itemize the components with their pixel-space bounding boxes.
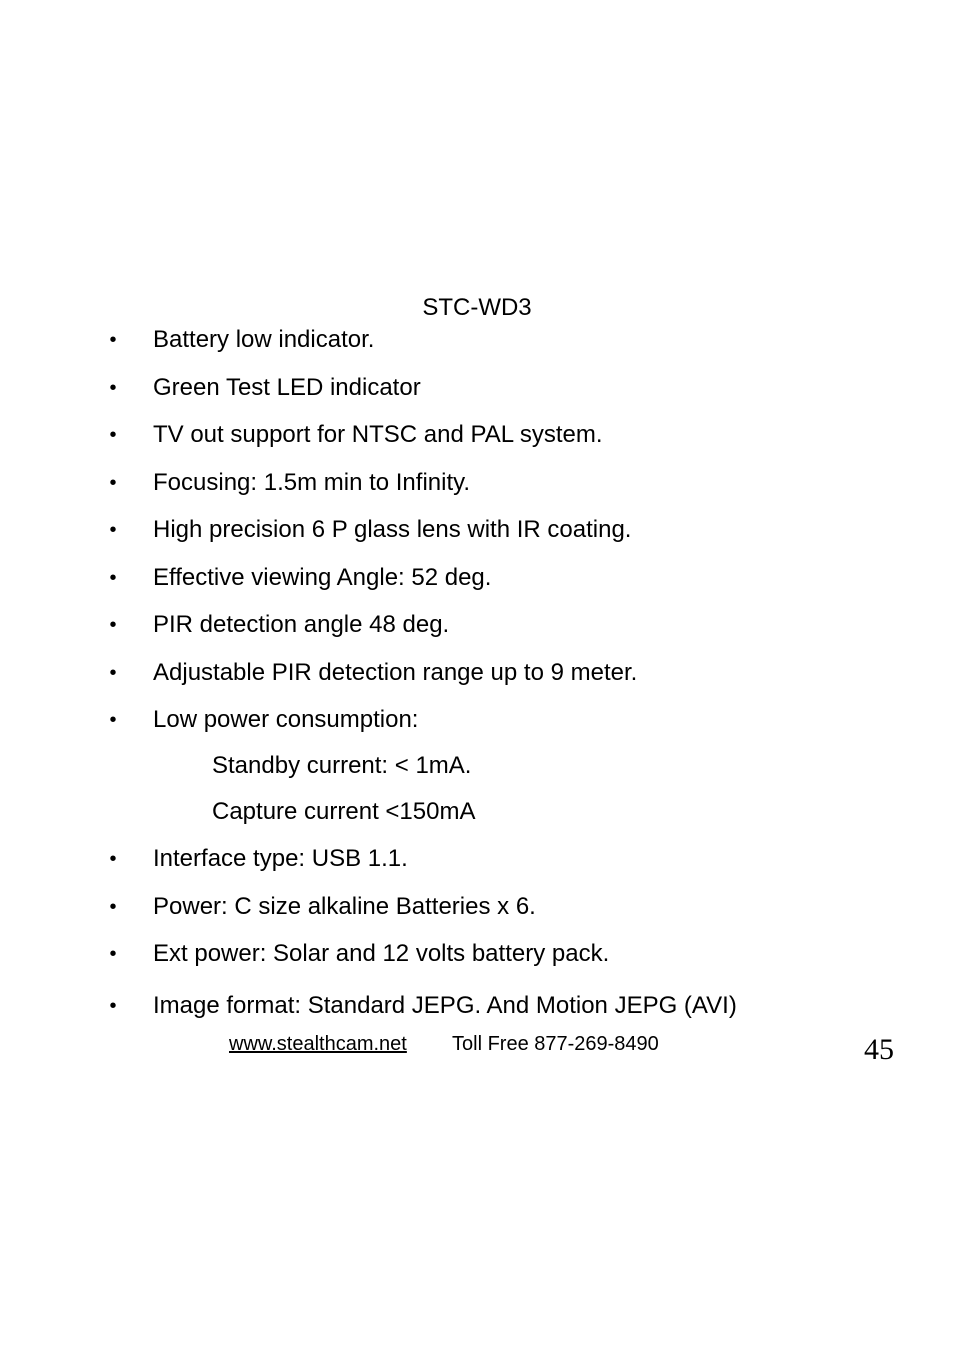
list-item-text: Low power consumption: xyxy=(153,706,419,733)
bullet-icon: • xyxy=(109,995,117,1017)
list-item-text: Power: C size alkaline Batteries x 6. xyxy=(153,893,536,920)
bullet-icon: • xyxy=(109,424,117,446)
bullet-icon: • xyxy=(109,896,117,918)
bullet-icon: • xyxy=(109,329,117,351)
bullet-icon: • xyxy=(109,377,117,399)
website-link[interactable]: www.stealthcam.net xyxy=(229,1033,407,1055)
bullet-icon: • xyxy=(109,567,117,589)
list-item-text: High precision 6 P glass lens with IR coating. xyxy=(153,516,632,543)
list-item-text: Ext power: Solar and 12 volts battery pack. xyxy=(153,940,610,967)
bullet-icon: • xyxy=(109,614,117,636)
list-item-text: Battery low indicator. xyxy=(153,326,375,353)
list-item-text: PIR detection angle 48 deg. xyxy=(153,611,450,638)
list-item-text: Focusing: 1.5m min to Infinity. xyxy=(153,469,471,496)
list-item-text: Adjustable PIR detection range up to 9 meter. xyxy=(153,659,638,686)
bullet-icon: • xyxy=(109,943,117,965)
bullet-icon: • xyxy=(109,709,117,731)
toll-free-phone: Toll Free 877-269-8490 xyxy=(452,1033,659,1055)
page-title: STC-WD3 xyxy=(422,294,532,321)
page-number: 45 xyxy=(864,1033,894,1066)
bullet-icon: • xyxy=(109,848,117,870)
bullet-icon: • xyxy=(109,662,117,684)
bullet-icon: • xyxy=(109,472,117,494)
list-item-text: TV out support for NTSC and PAL system. xyxy=(153,421,603,448)
sub-item-text: Standby current: < 1mA. xyxy=(212,752,472,779)
list-item-text: Effective viewing Angle: 52 deg. xyxy=(153,564,492,591)
list-item-text: Image format: Standard JEPG. And Motion JEPG (AVI) xyxy=(153,992,737,1019)
list-item-text: Interface type: USB 1.1. xyxy=(153,845,408,872)
bullet-icon: • xyxy=(109,519,117,541)
list-item-text: Green Test LED indicator xyxy=(153,374,421,401)
sub-item-text: Capture current <150mA xyxy=(212,798,476,825)
